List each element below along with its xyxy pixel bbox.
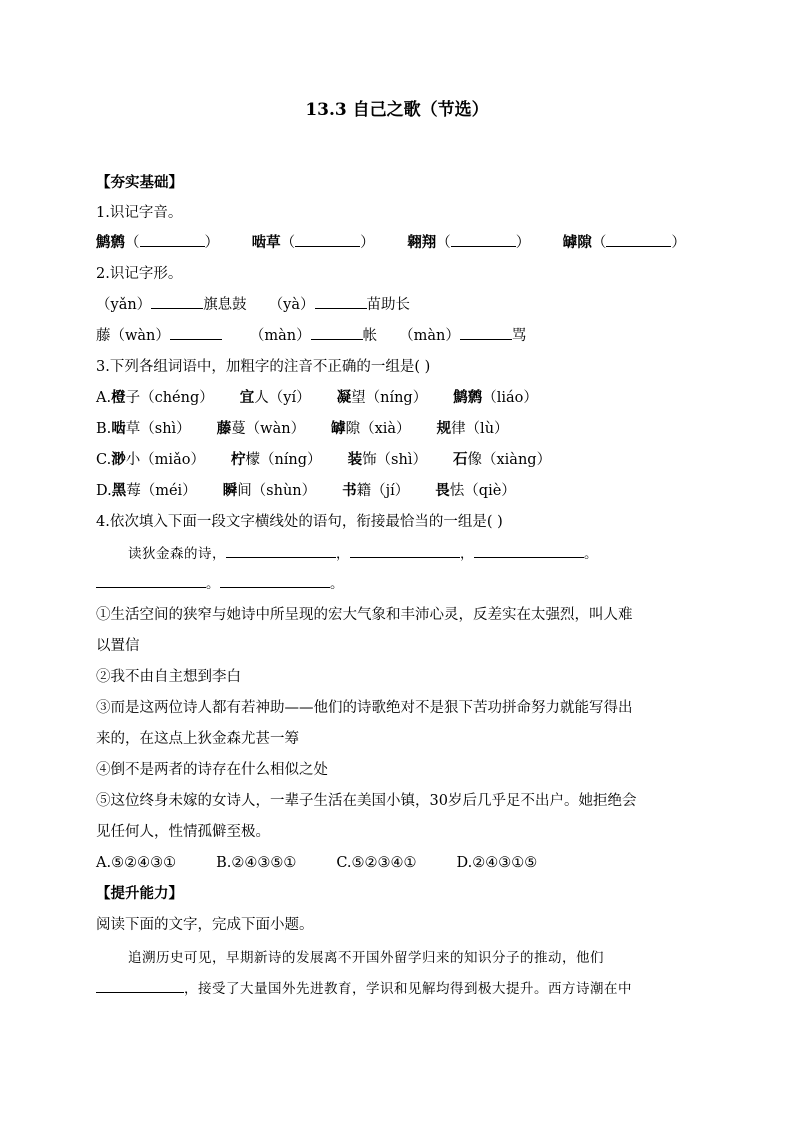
- q4-choice-c[interactable]: C.⑤②③④①: [336, 855, 417, 871]
- answer-blank[interactable]: [295, 232, 360, 247]
- q2-row-1: （yǎn） 旗息鼓 （yà） 苗助长: [96, 294, 724, 316]
- sentence-4: ④倒不是两者的诗存在什么相似之处: [96, 762, 328, 778]
- answer-blank[interactable]: [226, 543, 336, 558]
- answer-blank[interactable]: [315, 294, 367, 309]
- q3-stem: 3.下列各组词语中，加粗字的注音不正确的一组是( ): [96, 359, 431, 375]
- answer-blank[interactable]: [96, 573, 206, 588]
- sentence-1-line-1: ①生活空间的狭窄与她诗中所呈现的宏大气象和丰沛心灵，反差实在太强烈，叫人难: [96, 607, 633, 623]
- answer-blank[interactable]: [606, 232, 671, 247]
- q4-choice-b[interactable]: B.②④③⑤①: [216, 855, 297, 871]
- q4-choices: [96, 852, 724, 874]
- answer-blank[interactable]: [96, 978, 184, 993]
- q1-item: 鹪鹩（ ）: [96, 234, 219, 251]
- passage-line-1: 追溯历史可见，早期新诗的发展离不开国外留学归来的知识分子的推动，他们: [128, 950, 604, 966]
- answer-blank[interactable]: [451, 232, 516, 247]
- sentence-2: ②我不由自主想到李白: [96, 669, 241, 685]
- sentence-1-line-2: 以置信: [96, 638, 140, 654]
- answer-blank[interactable]: [220, 573, 330, 588]
- section-heading-advance: 【提升能力】: [96, 885, 183, 902]
- q3-option-a[interactable]: A.橙子（chéng） 宜人（yí） 凝望（níng） 鹪鹩（liáo）: [96, 389, 538, 406]
- q3-option-b[interactable]: B.啮草（shì） 藤蔓（wàn） 罅隙（xià） 规律（lù）: [96, 420, 509, 437]
- sentence-5-line-1: ⑤这位终身未嫁的女诗人，一辈子生活在美国小镇，30岁后几乎足不出户。她拒绝会: [96, 793, 637, 809]
- q2-stem: 2.识记字形。: [96, 266, 183, 282]
- q1-item: 翱翔（ ）: [407, 234, 531, 251]
- q4-passage-line-2: 。 。: [96, 573, 724, 595]
- page-title: 13.3 自己之歌（节选）: [305, 100, 489, 120]
- sentence-3-line-1: ③而是这两位诗人都有若神助——他们的诗歌绝对不是狠下苦功拼命努力就能写得出: [96, 700, 633, 716]
- answer-blank[interactable]: [151, 294, 203, 309]
- sentence-3-line-2: 来的，在这点上狄金森尤甚一筹: [96, 731, 299, 747]
- q4-choice-a[interactable]: A.⑤②④③①: [96, 855, 177, 871]
- answer-blank[interactable]: [350, 543, 460, 558]
- reading-intro: 阅读下面的文字，完成下面小题。: [96, 917, 314, 933]
- sentence-5-line-2: 见任何人，性情孤僻至极。: [96, 824, 270, 840]
- answer-blank[interactable]: [311, 325, 363, 340]
- answer-blank[interactable]: [170, 325, 222, 340]
- q1-item: 啮草（ ）: [251, 234, 375, 251]
- answer-blank[interactable]: [460, 325, 512, 340]
- answer-blank[interactable]: [474, 543, 584, 558]
- q4-choice-d[interactable]: D.②④③①⑤: [456, 855, 538, 871]
- q1-item: 罅隙（ ）: [562, 234, 686, 251]
- q1-stem: 1.识记字音。: [96, 205, 183, 221]
- q2-row-2: 藤（wàn） （màn） 帐 （màn） 骂: [96, 325, 724, 347]
- q3-option-c[interactable]: C.渺小（miǎo） 柠檬（níng） 装饰（shì） 石像（xiàng）: [96, 451, 552, 468]
- q4-passage-line-1: 读狄金森的诗， ， ， 。: [128, 543, 724, 565]
- q4-stem: 4.依次填入下面一段文字横线处的语句，衔接最恰当的一组是( ): [96, 514, 503, 530]
- q3-option-d[interactable]: D.黑莓（méi） 瞬间（shùn） 书籍（jí） 畏怯（qiè）: [96, 482, 516, 499]
- section-heading-basics: 【夯实基础】: [96, 174, 183, 191]
- passage-line-2: ，接受了大量国外先进教育，学识和见解均得到极大提升。西方诗潮在中: [96, 978, 724, 1000]
- q1-items: [96, 232, 724, 254]
- answer-blank[interactable]: [140, 232, 205, 247]
